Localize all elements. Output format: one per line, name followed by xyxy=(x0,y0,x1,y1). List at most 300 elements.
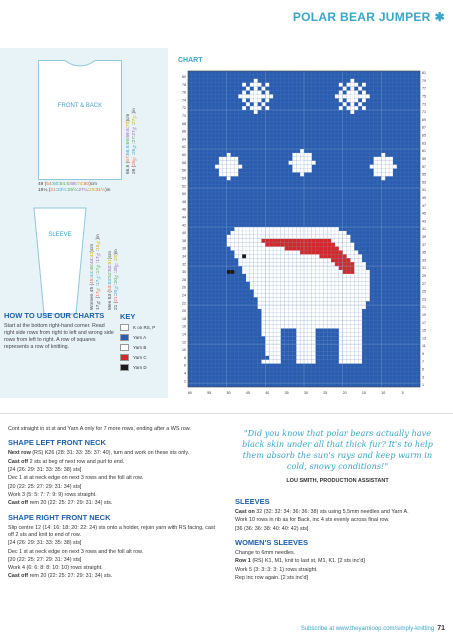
bear-body xyxy=(300,313,304,317)
bear-scarf xyxy=(347,262,351,266)
row-label-right: 81 xyxy=(422,71,426,76)
column-label: 5 xyxy=(401,391,404,395)
row-label-right: 5 xyxy=(422,367,424,372)
bear-body xyxy=(285,309,289,313)
key-item xyxy=(120,344,170,351)
row-label-left: 54 xyxy=(182,176,186,181)
bear-leg-gap xyxy=(327,336,331,340)
snowflake-small xyxy=(377,157,381,161)
bear-body xyxy=(242,266,246,270)
bear-leg-gap xyxy=(292,344,296,348)
snowflake-small xyxy=(231,161,235,165)
bear-body xyxy=(347,247,351,251)
bear-leg-gap xyxy=(335,328,339,332)
bear-body xyxy=(296,254,300,258)
bear-body xyxy=(296,262,300,266)
bear-body xyxy=(300,328,304,332)
bear-foot xyxy=(273,360,277,364)
bear-body xyxy=(261,227,265,231)
snowflake-large xyxy=(261,87,265,91)
bear-scarf xyxy=(273,239,277,243)
bear-leg-gap xyxy=(285,344,289,348)
bear-body xyxy=(265,258,269,262)
bear-body xyxy=(281,278,285,282)
bear-body xyxy=(273,282,277,286)
row-label-right: 7 xyxy=(422,359,424,364)
bear-body xyxy=(277,301,281,305)
bear-body xyxy=(265,297,269,301)
bear-body xyxy=(258,301,262,305)
bear-body xyxy=(308,227,312,231)
snowflake-small xyxy=(389,172,393,176)
bear-scarf xyxy=(269,243,273,247)
bear-body xyxy=(277,266,281,270)
snowflake-small xyxy=(381,176,385,180)
bear-body xyxy=(285,313,289,317)
bear-body xyxy=(277,278,281,282)
row-label-left: 46 xyxy=(182,207,186,212)
bear-body xyxy=(300,227,304,231)
bear-body xyxy=(323,313,327,317)
snowflake-large xyxy=(354,94,358,98)
shape-left-neck-heading: SHAPE LEFT FRONT NECK xyxy=(8,438,106,448)
bear-leg-gap xyxy=(292,352,296,356)
bear-body xyxy=(265,262,269,266)
bear-body xyxy=(304,289,308,293)
bear-scarf xyxy=(289,239,293,243)
bear-body xyxy=(335,239,339,243)
bear-body xyxy=(350,297,354,301)
bear-leg-gap xyxy=(327,352,331,356)
bear-body xyxy=(339,270,343,274)
bear-body xyxy=(339,348,343,352)
bear-body xyxy=(300,286,304,290)
bear-body xyxy=(304,274,308,278)
column-label: 15 xyxy=(361,391,366,395)
page-number: 71 xyxy=(437,625,445,632)
bear-leg-gap xyxy=(331,360,335,364)
bear-body xyxy=(354,309,358,313)
bear-body xyxy=(304,301,308,305)
row-label-right: 45 xyxy=(422,211,426,216)
snowflake-small xyxy=(381,157,385,161)
bear-body xyxy=(261,247,265,251)
bear-body xyxy=(273,266,277,270)
bear-body xyxy=(265,317,269,321)
bear-body xyxy=(261,266,265,270)
bear-body xyxy=(331,227,335,231)
bear-body xyxy=(319,235,323,239)
bear-body xyxy=(354,344,358,348)
bear-body xyxy=(231,247,235,251)
bear-body xyxy=(308,305,312,309)
bear-scarf xyxy=(292,247,296,251)
bear-scarf xyxy=(323,254,327,258)
bear-body xyxy=(277,247,281,251)
subscribe-link[interactable]: Subscribe at www.theyarnloop.com/simply-knitting xyxy=(300,626,435,632)
bear-body xyxy=(261,270,265,274)
bear-body xyxy=(358,301,362,305)
bear-body xyxy=(238,227,242,231)
bear-body xyxy=(327,278,331,282)
column-label: 45 xyxy=(245,391,250,395)
bear-body xyxy=(265,289,269,293)
snowflake-small xyxy=(215,165,219,169)
row-label-left: 70 xyxy=(182,114,186,119)
bear-body xyxy=(304,286,308,290)
row-label-left: 80 xyxy=(182,75,186,80)
bear-body xyxy=(343,239,347,243)
bear-body xyxy=(289,282,293,286)
bear-foot xyxy=(261,360,265,364)
bear-body xyxy=(343,289,347,293)
bear-body xyxy=(289,274,293,278)
bear-body xyxy=(316,262,320,266)
bear-body xyxy=(331,301,335,305)
row-label-left: 48 xyxy=(182,199,186,204)
snowflake-large xyxy=(261,94,265,98)
bear-leg-gap xyxy=(289,344,293,348)
bear-body xyxy=(269,266,273,270)
bear-body xyxy=(242,227,246,231)
bear-body xyxy=(319,297,323,301)
bear-body xyxy=(261,286,265,290)
bear-body xyxy=(308,317,312,321)
bear-body xyxy=(339,301,343,305)
row-label-right: 55 xyxy=(422,172,426,177)
bear-body xyxy=(316,301,320,305)
bear-body xyxy=(319,262,323,266)
bear-body xyxy=(350,348,354,352)
column-label: 25 xyxy=(323,391,328,395)
bear-body xyxy=(254,274,258,278)
bear-body xyxy=(308,348,312,352)
bear-body xyxy=(285,231,289,235)
bear-body xyxy=(281,270,285,274)
bear-body xyxy=(296,317,300,321)
bear-body xyxy=(292,274,296,278)
bear-body xyxy=(261,332,265,336)
snowflake-large xyxy=(350,91,354,95)
bear-body xyxy=(354,348,358,352)
bear-body xyxy=(354,297,358,301)
bear-body xyxy=(227,239,231,243)
bear-body xyxy=(331,286,335,290)
bear-scarf xyxy=(327,250,331,254)
stitch-count: [20 (22: 25: 27: 29: 31: 34) sts] xyxy=(8,483,82,490)
bear-body xyxy=(331,282,335,286)
bear-foot xyxy=(277,360,281,364)
bear-body xyxy=(343,301,347,305)
snowflake-small xyxy=(377,161,381,165)
bear-body xyxy=(327,231,331,235)
bear-body xyxy=(250,239,254,243)
bear-body xyxy=(277,344,281,348)
snowflake-large xyxy=(254,102,258,106)
snowflake-small xyxy=(374,172,378,176)
bear-body xyxy=(347,336,351,340)
bear-body xyxy=(339,297,343,301)
bear-body xyxy=(285,321,289,325)
bear-body xyxy=(339,293,343,297)
bear-body xyxy=(246,250,250,254)
bear-body xyxy=(354,266,358,270)
bear-leg-gap xyxy=(281,340,285,344)
snowflake-small xyxy=(289,161,293,165)
bear-body xyxy=(312,328,316,332)
snowflake-large xyxy=(250,98,254,102)
bear-scarf xyxy=(289,243,293,247)
bear-body xyxy=(269,270,273,274)
snowflake-large xyxy=(254,110,258,114)
bear-scarf xyxy=(304,243,308,247)
bear-body xyxy=(354,254,358,258)
bear-scarf xyxy=(292,239,296,243)
bear-body xyxy=(234,239,238,243)
bear-body xyxy=(265,235,269,239)
bear-body xyxy=(254,254,258,258)
row-label-right: 67 xyxy=(422,125,426,130)
bear-body xyxy=(304,321,308,325)
bear-body xyxy=(277,286,281,290)
bear-body xyxy=(273,235,277,239)
bear-body xyxy=(319,325,323,329)
bear-body xyxy=(296,227,300,231)
bear-body xyxy=(308,262,312,266)
bear-body xyxy=(277,356,281,360)
bear-scarf xyxy=(296,239,300,243)
bear-scarf xyxy=(273,243,277,247)
bear-body xyxy=(308,254,312,258)
bear-body xyxy=(285,289,289,293)
bear-scarf xyxy=(312,250,316,254)
bear-body xyxy=(238,258,242,262)
row-label-right: 69 xyxy=(422,117,426,122)
bear-body xyxy=(347,250,351,254)
bear-body xyxy=(292,317,296,321)
snowflake-small xyxy=(377,169,381,173)
bear-scarf xyxy=(289,247,293,251)
bear-body xyxy=(358,348,362,352)
bear-body xyxy=(261,297,265,301)
snowflake-small xyxy=(227,161,231,165)
bear-body xyxy=(273,254,277,258)
bear-body xyxy=(335,289,339,293)
snowflake-large xyxy=(242,83,246,87)
bear-body xyxy=(285,305,289,309)
bear-scarf xyxy=(331,254,335,258)
bear-body xyxy=(327,293,331,297)
front-back-label: FRONT & BACK xyxy=(57,103,103,109)
snowflake-large xyxy=(339,106,343,110)
bear-body xyxy=(319,289,323,293)
bear-leg-gap xyxy=(292,348,296,352)
front-back-schematic xyxy=(38,60,122,180)
bear-body xyxy=(316,321,320,325)
bear-body xyxy=(265,293,269,297)
bear-foot xyxy=(269,360,273,364)
bear-body xyxy=(265,309,269,313)
bear-body xyxy=(308,278,312,282)
snowflake-small xyxy=(308,165,312,169)
bear-body xyxy=(265,332,269,336)
bear-body xyxy=(273,313,277,317)
bear-leg-gap xyxy=(289,340,293,344)
row-label-right: 9 xyxy=(422,352,424,357)
snowflake-small xyxy=(308,169,312,173)
bear-body xyxy=(254,231,258,235)
bear-scarf xyxy=(331,258,335,262)
bear-body xyxy=(273,348,277,352)
bear-foot xyxy=(354,360,358,364)
bear-body xyxy=(358,293,362,297)
bear-body xyxy=(265,348,269,352)
bear-body xyxy=(246,270,250,274)
bear-body xyxy=(296,309,300,313)
snowflake-large xyxy=(254,83,258,87)
bear-body xyxy=(362,297,366,301)
row-label-left: 60 xyxy=(182,153,186,158)
bear-body xyxy=(323,305,327,309)
key-item xyxy=(120,364,170,371)
row-label-left: 20 xyxy=(182,309,186,314)
bear-body xyxy=(312,336,316,340)
bear-body xyxy=(347,282,351,286)
bear-body xyxy=(327,325,331,329)
bear-body xyxy=(304,235,308,239)
bear-scarf xyxy=(335,258,339,262)
bear-body xyxy=(366,297,370,301)
snowflake-small xyxy=(374,161,378,165)
bear-body xyxy=(319,231,323,235)
bear-body xyxy=(234,254,238,258)
snowflake-small xyxy=(304,153,308,157)
bear-body xyxy=(312,321,316,325)
bear-body xyxy=(261,301,265,305)
bear-body xyxy=(269,258,273,262)
bear-body xyxy=(319,286,323,290)
snowflake-large xyxy=(265,106,269,110)
bear-body xyxy=(269,328,273,332)
snowflake-small xyxy=(308,161,312,165)
stitch-count: [20 (22: 25: 27: 29: 31: 34) sts] xyxy=(8,556,82,563)
bear-body xyxy=(312,305,316,309)
instruction-row1: Row 1 (RS) K1, M1, knit to last st, M1, K1. [2 sts inc'd] xyxy=(235,558,365,565)
bear-leg-gap xyxy=(289,332,293,336)
bear-body xyxy=(312,317,316,321)
bear-leg-gap xyxy=(285,352,289,356)
bear-leg-gap xyxy=(316,352,320,356)
bear-scarf xyxy=(350,266,354,270)
bear-scarf xyxy=(339,250,343,254)
bear-body xyxy=(289,258,293,262)
bear-body xyxy=(358,274,362,278)
snowflake-small xyxy=(385,169,389,173)
bear-body xyxy=(339,336,343,340)
bear-body xyxy=(354,293,358,297)
bear-body xyxy=(358,305,362,309)
bear-body xyxy=(358,321,362,325)
bear-body xyxy=(343,282,347,286)
bear-body xyxy=(316,254,320,258)
chart-key xyxy=(120,312,170,371)
bear-body xyxy=(296,258,300,262)
bear-body xyxy=(285,266,289,270)
row-label-right: 77 xyxy=(422,86,426,91)
bear-body xyxy=(335,321,339,325)
bear-body xyxy=(261,254,265,258)
row-label-left: 44 xyxy=(182,215,186,220)
bear-body xyxy=(339,243,343,247)
snowflake-small xyxy=(374,169,378,173)
bear-leg-gap xyxy=(327,340,331,344)
bear-scarf xyxy=(277,239,281,243)
row-label-right: 51 xyxy=(422,188,426,193)
row-label-right: 73 xyxy=(422,102,426,107)
bear-body xyxy=(350,282,354,286)
row-label-left: 38 xyxy=(182,238,186,243)
bear-body xyxy=(354,317,358,321)
bear-body xyxy=(296,289,300,293)
bear-body xyxy=(339,356,343,360)
bear-body xyxy=(269,356,273,360)
bear-body xyxy=(312,282,316,286)
bear-scarf xyxy=(296,247,300,251)
bear-body xyxy=(300,289,304,293)
column-label: 20 xyxy=(342,391,347,395)
bear-scarf xyxy=(343,258,347,262)
bear-body xyxy=(350,293,354,297)
snowflake-large xyxy=(350,94,354,98)
bear-body xyxy=(285,258,289,262)
bear-body xyxy=(308,325,312,329)
bear-body xyxy=(265,301,269,305)
bear-body xyxy=(308,270,312,274)
bear-body xyxy=(296,235,300,239)
sleeve-length-men: Men 53 (53:53:52:52:51)cm 21 (21:20¾:20½:20½:20)in xyxy=(108,249,120,310)
bear-body xyxy=(277,274,281,278)
bear-scarf xyxy=(304,239,308,243)
bear-body xyxy=(304,282,308,286)
bear-body xyxy=(277,352,281,356)
bear-body xyxy=(350,254,354,258)
bear-body xyxy=(319,317,323,321)
bear-body xyxy=(242,243,246,247)
snowflake-small xyxy=(377,165,381,169)
bear-leg-gap xyxy=(331,352,335,356)
bear-body xyxy=(304,356,308,360)
bear-body xyxy=(281,266,285,270)
bear-body xyxy=(292,297,296,301)
bear-body xyxy=(358,266,362,270)
knitting-chart xyxy=(178,67,440,402)
bear-body xyxy=(300,266,304,270)
bear-body xyxy=(319,258,323,262)
bear-body xyxy=(350,352,354,356)
bear-body xyxy=(269,289,273,293)
snowflake-large xyxy=(242,106,246,110)
bear-body xyxy=(308,344,312,348)
bear-body xyxy=(327,262,331,266)
bear-body xyxy=(366,286,370,290)
snowflake-large xyxy=(343,102,347,106)
bear-body xyxy=(250,243,254,247)
bear-body xyxy=(238,231,242,235)
bear-scarf xyxy=(304,250,308,254)
bear-body xyxy=(273,309,277,313)
bear-body xyxy=(265,254,269,258)
bear-body xyxy=(350,278,354,282)
